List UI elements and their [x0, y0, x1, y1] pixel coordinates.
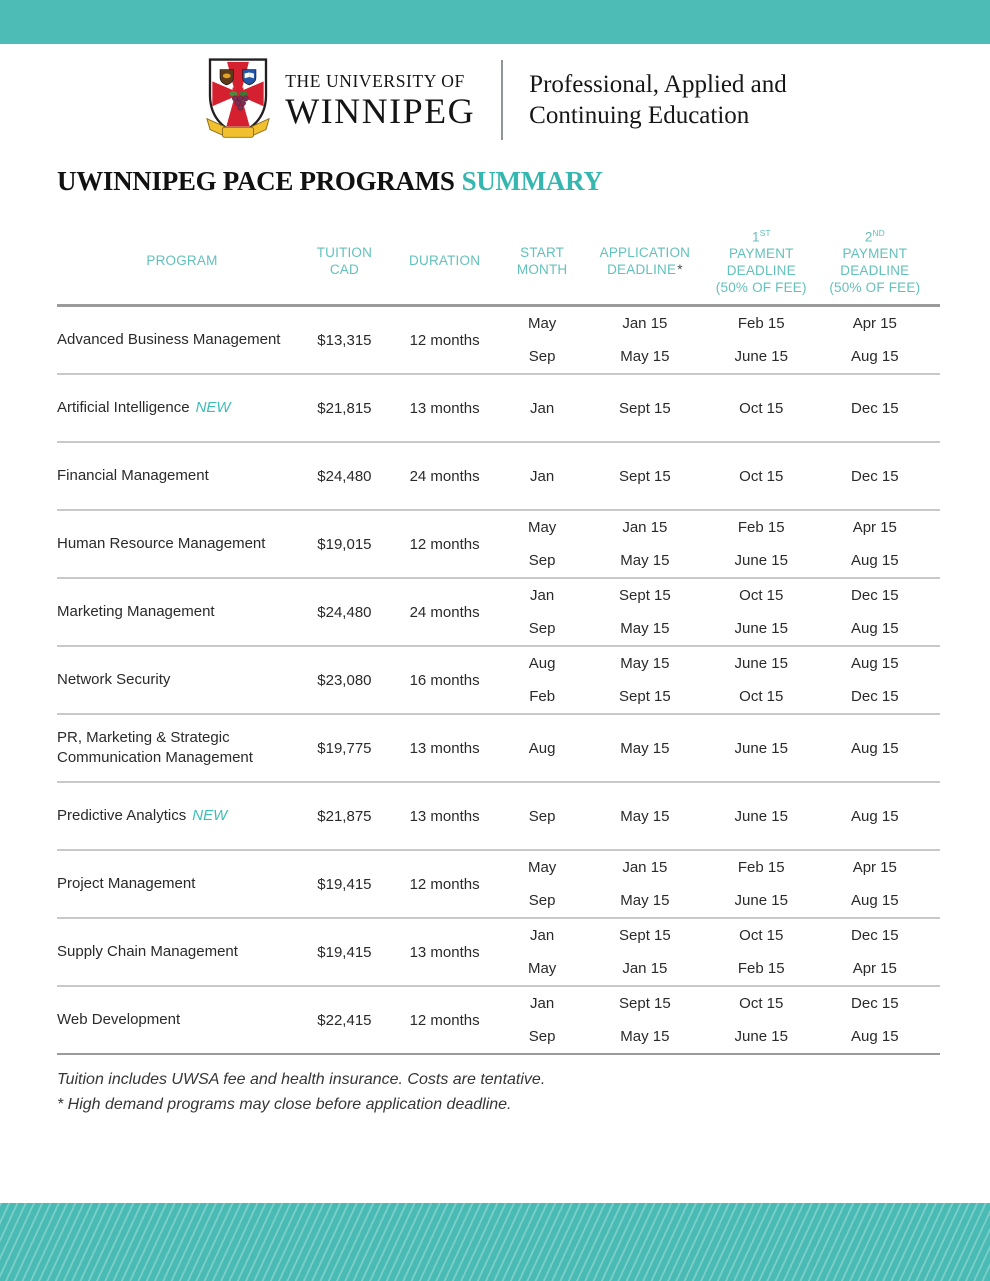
duration-value: 13 months: [409, 739, 480, 757]
intake-line: [507, 715, 940, 781]
duration-value: 13 months: [409, 807, 480, 825]
table-row: [57, 715, 940, 783]
intake-list: [507, 375, 940, 441]
intake-line: [507, 987, 940, 1020]
header-intake-columns: [507, 217, 940, 304]
first-payment-deadline: June 15: [734, 1028, 788, 1045]
program-name: Project Management: [57, 875, 196, 892]
program-name: PR, Marketing & Strategic Communication Management: [57, 729, 253, 766]
intake-line: [507, 307, 940, 340]
second-payment-deadline: Dec 15: [851, 587, 899, 604]
application-deadline: May 15: [620, 552, 670, 569]
start-month: Sep: [528, 620, 556, 637]
tuition-value: $19,415: [317, 875, 372, 893]
second-payment-deadline: Dec 15: [851, 688, 899, 705]
first-payment-deadline: Oct 15: [739, 467, 784, 485]
first-payment-deadline: Oct 15: [739, 927, 784, 944]
program-name: Supply Chain Management: [57, 943, 238, 960]
start-month: Jan: [530, 927, 555, 944]
application-deadline: May 15: [620, 892, 670, 909]
tuition-value: $19,775: [317, 739, 372, 757]
table-row: [57, 987, 940, 1055]
intake-line: [507, 579, 940, 612]
header-tuition: TUITION CAD: [316, 244, 373, 277]
program-name: Web Development: [57, 1011, 181, 1028]
intake-line: [507, 340, 940, 373]
application-deadline: Jan 15: [622, 519, 668, 536]
table-row: [57, 579, 940, 647]
header-program: PROGRAM: [146, 253, 218, 268]
tuition-value: $23,080: [317, 671, 372, 689]
first-payment-deadline: June 15: [734, 739, 788, 757]
application-deadline: May 15: [620, 620, 670, 637]
table-row: [57, 511, 940, 579]
second-payment-deadline: Apr 15: [852, 859, 897, 876]
start-month: May: [527, 315, 557, 332]
university-crest-logo: [203, 53, 273, 147]
application-deadline: May 15: [620, 655, 670, 672]
tuition-value: $24,480: [317, 467, 372, 485]
intake-line: [507, 375, 940, 441]
university-name: [285, 71, 475, 130]
tuition-value: $19,015: [317, 535, 372, 553]
new-badge: NEW: [195, 399, 231, 416]
program-name: Artificial Intelligence NEW: [57, 399, 231, 416]
page-title-accent: SUMMARY: [461, 166, 603, 196]
table-row: [57, 375, 940, 443]
tuition-value: $21,875: [317, 807, 372, 825]
application-deadline: Jan 15: [622, 960, 668, 977]
second-payment-deadline: Dec 15: [851, 467, 899, 485]
start-month: Jan: [530, 587, 555, 604]
table-row: [57, 919, 940, 987]
second-payment-deadline: Apr 15: [852, 960, 897, 977]
start-month: Sep: [528, 348, 556, 365]
content: [57, 166, 940, 1117]
intake-line: [507, 919, 940, 952]
intake-list: [507, 715, 940, 781]
intake-line: [507, 647, 940, 680]
footnote-deadline: * High demand programs may close before application deadline.: [57, 1096, 512, 1113]
intake-line: [507, 783, 940, 849]
first-payment-deadline: June 15: [734, 655, 788, 672]
intake-line: [507, 884, 940, 917]
second-payment-deadline: Aug 15: [851, 552, 899, 569]
application-deadline: Sept 15: [619, 995, 671, 1012]
application-deadline: Sept 15: [619, 587, 671, 604]
intake-list: [507, 851, 940, 917]
second-payment-deadline: Dec 15: [851, 995, 899, 1012]
start-month: May: [527, 960, 557, 977]
first-payment-deadline: Oct 15: [739, 587, 784, 604]
second-payment-deadline: Aug 15: [851, 892, 899, 909]
new-badge: NEW: [192, 807, 228, 824]
footnote-tuition: Tuition includes UWSA fee and health insurance. Costs are tentative.: [57, 1071, 546, 1088]
header-application-deadline: APPLICATION DEADLINE*: [599, 244, 691, 277]
first-payment-deadline: June 15: [734, 620, 788, 637]
division-name-line1: Professional, Applied and: [529, 71, 787, 98]
programs-table: [57, 217, 940, 1055]
intake-list: [507, 579, 940, 645]
program-name: Human Resource Management: [57, 535, 266, 552]
second-payment-deadline: Dec 15: [851, 399, 899, 417]
first-payment-deadline: June 15: [734, 348, 788, 365]
intake-line: [507, 544, 940, 577]
tuition-value: $22,415: [317, 1011, 372, 1029]
page-title: [57, 166, 940, 197]
duration-value: 13 months: [409, 943, 480, 961]
second-payment-deadline: Aug 15: [851, 807, 899, 825]
first-payment-deadline: Feb 15: [737, 519, 785, 536]
start-month: Feb: [529, 688, 556, 705]
intake-list: [507, 919, 940, 985]
intake-line: [507, 1020, 940, 1053]
start-month: Jan: [530, 399, 555, 417]
application-deadline: Jan 15: [622, 859, 668, 876]
application-deadline: Sept 15: [619, 399, 671, 417]
intake-list: [507, 307, 940, 373]
intake-line: [507, 952, 940, 985]
table-row: [57, 783, 940, 851]
brand-header: [0, 52, 990, 148]
program-name: Network Security: [57, 671, 171, 688]
intake-list: [507, 511, 940, 577]
intake-line: [507, 612, 940, 645]
start-month: Sep: [528, 892, 556, 909]
bottom-accent-band: [0, 1203, 990, 1281]
table-row: [57, 443, 940, 511]
first-payment-deadline: Feb 15: [737, 315, 785, 332]
program-name: Financial Management: [57, 467, 209, 484]
program-name: Predictive Analytics NEW: [57, 807, 228, 824]
application-deadline: Sept 15: [619, 467, 671, 485]
duration-value: 12 months: [409, 1011, 480, 1029]
program-name: Advanced Business Management: [57, 331, 281, 348]
application-deadline: May 15: [620, 1028, 670, 1045]
duration-value: 16 months: [409, 671, 480, 689]
brand-divider: [501, 60, 503, 140]
division-name-line2: Continuing Education: [529, 102, 750, 129]
second-payment-deadline: Apr 15: [852, 315, 897, 332]
intake-line: [507, 443, 940, 509]
second-payment-deadline: Aug 15: [851, 655, 899, 672]
application-deadline: Jan 15: [622, 315, 668, 332]
start-month: Aug: [528, 655, 556, 672]
top-accent-band: [0, 0, 990, 44]
application-deadline: Sept 15: [619, 688, 671, 705]
university-name-line2: WINNIPEG: [285, 90, 476, 131]
footnotes: [57, 1067, 940, 1117]
second-payment-deadline: Apr 15: [852, 519, 897, 536]
duration-value: 12 months: [409, 535, 480, 553]
first-payment-deadline: June 15: [734, 552, 788, 569]
table-row: [57, 851, 940, 919]
deadline-asterisk: *: [677, 261, 683, 277]
page-title-main: UWINNIPEG PACE PROGRAMS: [57, 166, 455, 196]
intake-line: [507, 680, 940, 713]
tuition-value: $13,315: [317, 331, 372, 349]
table-row: [57, 307, 940, 375]
second-payment-deadline: Aug 15: [851, 1028, 899, 1045]
first-payment-deadline: Oct 15: [739, 995, 784, 1012]
first-payment-deadline: Oct 15: [739, 399, 784, 417]
intake-list: [507, 987, 940, 1053]
application-deadline: May 15: [620, 739, 670, 757]
division-name: [529, 69, 787, 131]
program-name: Marketing Management: [57, 603, 215, 620]
start-month: Aug: [528, 739, 556, 757]
first-payment-deadline: June 15: [734, 807, 788, 825]
application-deadline: May 15: [620, 348, 670, 365]
intake-list: [507, 783, 940, 849]
start-month: May: [527, 859, 557, 876]
first-payment-deadline: Feb 15: [737, 859, 785, 876]
header-second-payment-deadline: 2ND PAYMENT DEADLINE (50% OF FEE): [829, 227, 921, 296]
duration-value: 12 months: [409, 331, 480, 349]
start-month: May: [527, 519, 557, 536]
first-payment-deadline: Oct 15: [739, 688, 784, 705]
tuition-value: $19,415: [317, 943, 372, 961]
start-month: Sep: [528, 552, 556, 569]
second-payment-deadline: Aug 15: [851, 620, 899, 637]
intake-line: [507, 851, 940, 884]
header-first-payment-deadline: 1ST PAYMENT DEADLINE (50% OF FEE): [715, 227, 807, 296]
application-deadline: May 15: [620, 807, 670, 825]
duration-value: 12 months: [409, 875, 480, 893]
first-payment-deadline: Feb 15: [737, 960, 785, 977]
duration-value: 13 months: [409, 399, 480, 417]
header-duration: DURATION: [409, 253, 481, 268]
tuition-value: $24,480: [317, 603, 372, 621]
start-month: Jan: [530, 995, 555, 1012]
header-start-month: START MONTH: [516, 244, 568, 277]
duration-value: 24 months: [409, 603, 480, 621]
table-row: [57, 647, 940, 715]
intake-list: [507, 443, 940, 509]
start-month: Sep: [528, 1028, 556, 1045]
table-header-row: [57, 217, 940, 307]
first-payment-deadline: June 15: [734, 892, 788, 909]
start-month: Sep: [528, 807, 556, 825]
duration-value: 24 months: [409, 467, 480, 485]
application-deadline: Sept 15: [619, 927, 671, 944]
intake-line: [507, 511, 940, 544]
university-name-line1: THE UNIVERSITY OF: [285, 70, 465, 91]
second-payment-deadline: Dec 15: [851, 927, 899, 944]
start-month: Jan: [530, 467, 555, 485]
tuition-value: $21,815: [317, 399, 372, 417]
second-payment-deadline: Aug 15: [851, 739, 899, 757]
second-payment-deadline: Aug 15: [851, 348, 899, 365]
intake-list: [507, 647, 940, 713]
